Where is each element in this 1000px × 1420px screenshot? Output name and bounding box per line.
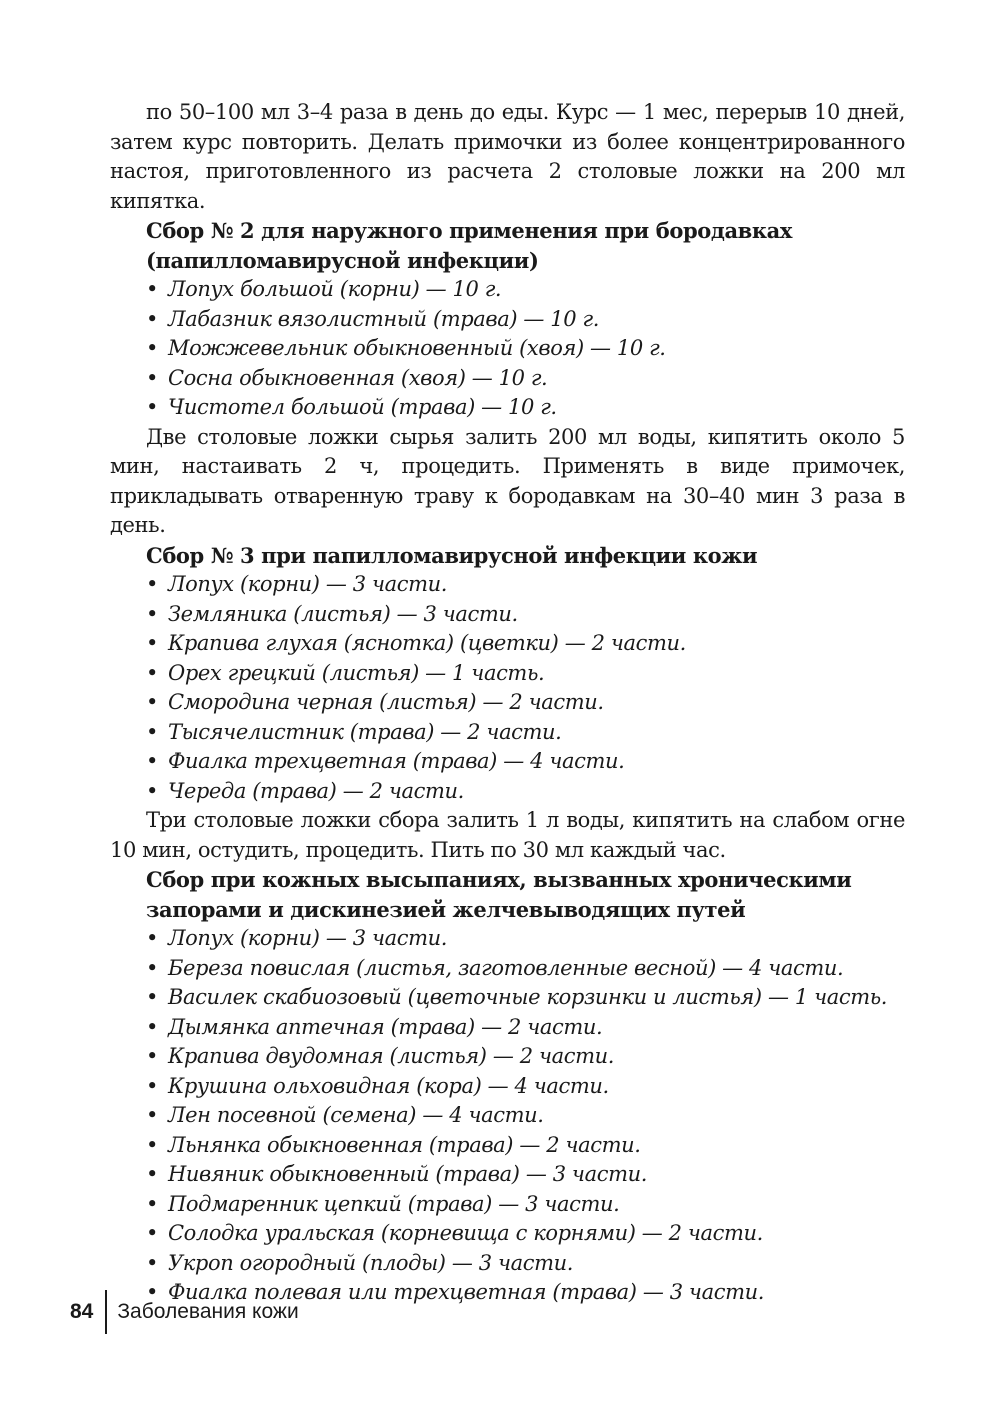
bullet-icon: • [146, 955, 158, 980]
bullet-icon: • [146, 926, 158, 950]
list-item-text: Лопух (корни) — 3 части. [168, 926, 448, 950]
list-item-text: Крапива глухая (яснотка) (цветки) — 2 части. [168, 631, 686, 655]
list-item-text: Фиалка трехцветная (трава) — 4 части. [168, 749, 625, 773]
list-item [146, 600, 905, 630]
list-item [146, 364, 905, 394]
list-item [146, 393, 905, 423]
bullet-icon: • [146, 778, 158, 803]
bullet-icon: • [146, 719, 158, 744]
paragraph: по 50–100 мл 3–4 раза в день до еды. Курс — 1 мес, перерыв 10 дней, затем курс повторить. Делать примочки из более концентрированного настоя, приготовленного из расчета 2 столовые ложки на 200 мл кипятка. [110, 100, 905, 213]
bullet-icon: • [146, 690, 158, 714]
list-item [146, 570, 905, 600]
bullet-icon: • [146, 631, 158, 655]
paragraph: Две столовые ложки сырья залить 200 мл воды, кипятить около 5 мин, настаивать 2 ч, процедить. Применять в виде примочек, прикладывать отваренную траву к бородавкам на 30–40 мин 3 раза в день. [110, 424, 905, 537]
list-item [146, 1160, 905, 1190]
bullet-icon: • [146, 277, 158, 301]
list-item-text: Лопух большой (корни) — 10 г. [168, 277, 502, 301]
paragraph: Три столовые ложки сбора залить 1 л воды, кипятить на слабом огне 10 мин, остудить, процедить. Пить по 30 мл каждый час. [110, 808, 905, 862]
recipe-heading: Сбор при кожных высыпаниях, вызванных хроническими запорами и дискинезией желчевыводящих путей [146, 867, 852, 922]
list-item [146, 1219, 905, 1249]
list-item [146, 305, 905, 335]
list-item-text: Солодка уральская (корневища с корнями) — 2 части. [168, 1221, 763, 1245]
list-item [146, 334, 905, 364]
list-item [146, 777, 905, 807]
list-item [146, 1131, 905, 1161]
ingredient-list [110, 924, 905, 1308]
bullet-icon: • [146, 1132, 158, 1157]
bullet-icon: • [146, 572, 158, 596]
list-item-text: Крапива двудомная (листья) — 2 части. [168, 1044, 615, 1068]
list-item [146, 1072, 905, 1102]
bullet-icon: • [146, 1191, 158, 1216]
list-item [146, 629, 905, 659]
list-item-text: Лабазник вязолистный (трава) — 10 г. [168, 306, 599, 331]
bullet-icon: • [146, 1250, 158, 1275]
list-item-text: Крушина ольховидная (кора) — 4 части. [168, 1073, 609, 1098]
list-item [146, 983, 905, 1013]
list-item-text: Василек скабиозовый (цветочные корзинки и листья) — 1 часть. [168, 985, 888, 1009]
bullet-icon: • [146, 1280, 158, 1304]
list-item-text: Подмаренник цепкий (трава) — 3 части. [168, 1191, 620, 1216]
list-item-text: Лен посевной (семена) — 4 части. [168, 1103, 544, 1127]
bullet-icon: • [146, 395, 158, 419]
bullet-icon: • [146, 985, 158, 1009]
list-item [146, 924, 905, 954]
list-item [146, 1013, 905, 1043]
bullet-icon: • [146, 1103, 158, 1127]
list-item-text: Можжевельник обыкновенный (хвоя) — 10 г. [168, 336, 666, 360]
list-item-text: Сосна обыкновенная (хвоя) — 10 г. [168, 365, 548, 390]
bullet-icon: • [146, 365, 158, 390]
list-item [146, 275, 905, 305]
list-item-text: Смородина черная (листья) — 2 части. [168, 690, 604, 714]
ingredient-list [110, 570, 905, 806]
recipe-heading: Сбор № 2 для наружного применения при бородавках (папилломавирусной инфекции) [146, 218, 792, 273]
bullet-icon: • [146, 336, 158, 360]
list-item [146, 1042, 905, 1072]
list-item-text: Льнянка обыкновенная (трава) — 2 части. [168, 1132, 641, 1157]
bullet-icon: • [146, 306, 158, 331]
bullet-icon: • [146, 749, 158, 773]
bullet-icon: • [146, 601, 158, 626]
bullet-icon: • [146, 1044, 158, 1068]
list-item [146, 954, 905, 984]
list-item [146, 659, 905, 689]
bullet-icon: • [146, 1014, 158, 1039]
list-item [146, 747, 905, 777]
running-section-title: Заболевания кожи [117, 1300, 299, 1323]
list-item-text: Земляника (листья) — 3 части. [168, 601, 518, 626]
list-item-text: Нивяник обыкновенный (трава) — 3 части. [168, 1162, 647, 1186]
bullet-icon: • [146, 1221, 158, 1245]
list-item-text: Дымянка аптечная (трава) — 2 части. [168, 1014, 603, 1039]
bullet-icon: • [146, 660, 158, 685]
page-content [110, 98, 905, 1308]
list-item [146, 688, 905, 718]
list-item [146, 718, 905, 748]
list-item-text: Лопух (корни) — 3 части. [168, 572, 448, 596]
list-item-text: Укроп огородный (плоды) — 3 части. [168, 1250, 574, 1275]
list-item-text: Фиалка полевая или трехцветная (трава) — 3 части. [168, 1280, 764, 1304]
recipe-heading: Сбор № 3 при папилломавирусной инфекции кожи [146, 542, 758, 568]
list-item-text: Орех грецкий (листья) — 1 часть. [168, 660, 545, 685]
list-item-text: Тысячелистник (трава) — 2 части. [168, 719, 562, 744]
list-item [146, 1101, 905, 1131]
list-item [146, 1190, 905, 1220]
bullet-icon: • [146, 1073, 158, 1098]
list-item [146, 1249, 905, 1279]
bullet-icon: • [146, 1162, 158, 1186]
page-number: 84 [70, 1300, 94, 1323]
page-footer [70, 1290, 299, 1334]
list-item-text: Береза повислая (листья, заготовленные весной) — 4 части. [168, 955, 844, 980]
ingredient-list [110, 275, 905, 423]
list-item-text: Череда (трава) — 2 части. [168, 778, 464, 803]
list-item-text: Чистотел большой (трава) — 10 г. [168, 395, 557, 419]
